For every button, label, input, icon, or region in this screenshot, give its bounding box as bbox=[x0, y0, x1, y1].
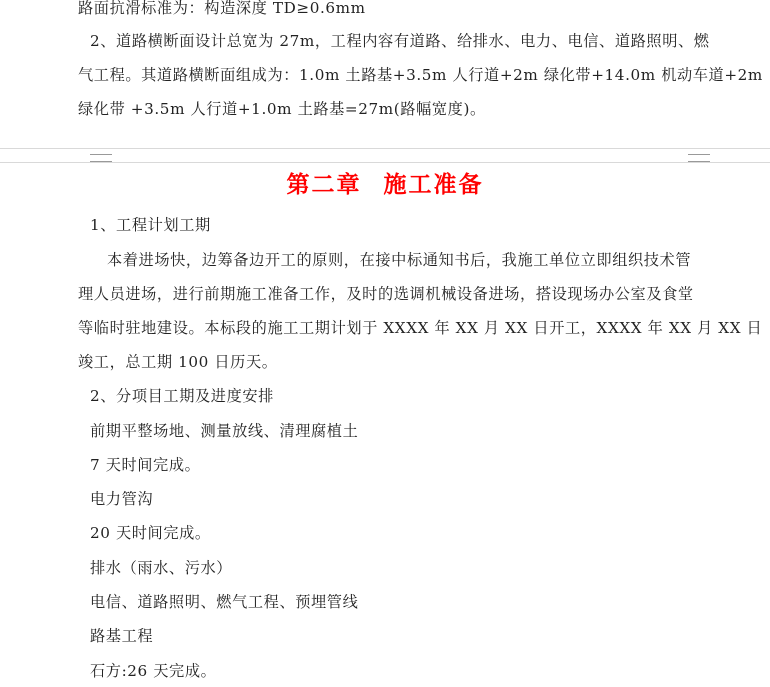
page-corner-mark-right bbox=[688, 154, 710, 162]
paragraph-line: 竣工，总工期 100 日历天。 bbox=[78, 353, 278, 371]
section-heading: 1、工程计划工期 bbox=[90, 216, 211, 234]
text-line: 绿化带 +3.5m 人行道+1.0m 土路基=27m(路幅宽度)。 bbox=[78, 100, 486, 118]
list-item: 20 天时间完成。 bbox=[90, 524, 211, 542]
list-item: 7 天时间完成。 bbox=[90, 456, 201, 474]
list-item: 石方:26 天完成。 bbox=[90, 662, 217, 680]
paragraph-line: 理人员进场，进行前期施工准备工作，及时的选调机械设备进场，搭设现场办公室及食堂 bbox=[78, 285, 694, 303]
page-break bbox=[0, 148, 770, 163]
chapter-number: 第二章 bbox=[286, 171, 362, 198]
list-item: 电力管沟 bbox=[90, 490, 154, 508]
document-page-previous bbox=[0, 0, 770, 148]
list-item: 排水（雨水、污水） bbox=[90, 559, 233, 577]
list-item: 电信、道路照明、燃气工程、预埋管线 bbox=[90, 593, 359, 611]
chapter-heading bbox=[0, 170, 770, 200]
paragraph-item-2: 2、道路横断面设计总宽为 27m，工程内容有道路、给排水、电力、电信、道路照明、燃 bbox=[90, 32, 710, 50]
text-line: 气工程。其道路横断面组成为：1.0m 土路基+3.5m 人行道+2m 绿化带+14.0m 机动车道+2m bbox=[78, 66, 763, 84]
chapter-title: 施工准备 bbox=[383, 171, 484, 198]
list-item: 前期平整场地、测量放线、清理腐植土 bbox=[90, 422, 359, 440]
list-item: 路基工程 bbox=[90, 627, 154, 645]
paragraph-line: 等临时驻地建设。本标段的施工工期计划于 XXXX 年 XX 月 XX 日开工，XXXX 年 XX 月 XX 日 bbox=[78, 319, 763, 337]
paragraph-line: 本着进场快，边筹备边开工的原则，在接中标通知书后，我施工单位立即组织技术管 bbox=[107, 251, 692, 269]
text-line: 路面抗滑标准为：构造深度 TD≥0.6mm bbox=[78, 0, 366, 17]
page-edge bbox=[0, 148, 770, 149]
page-corner-mark-left bbox=[90, 154, 112, 162]
section-heading: 2、分项目工期及进度安排 bbox=[90, 387, 274, 405]
